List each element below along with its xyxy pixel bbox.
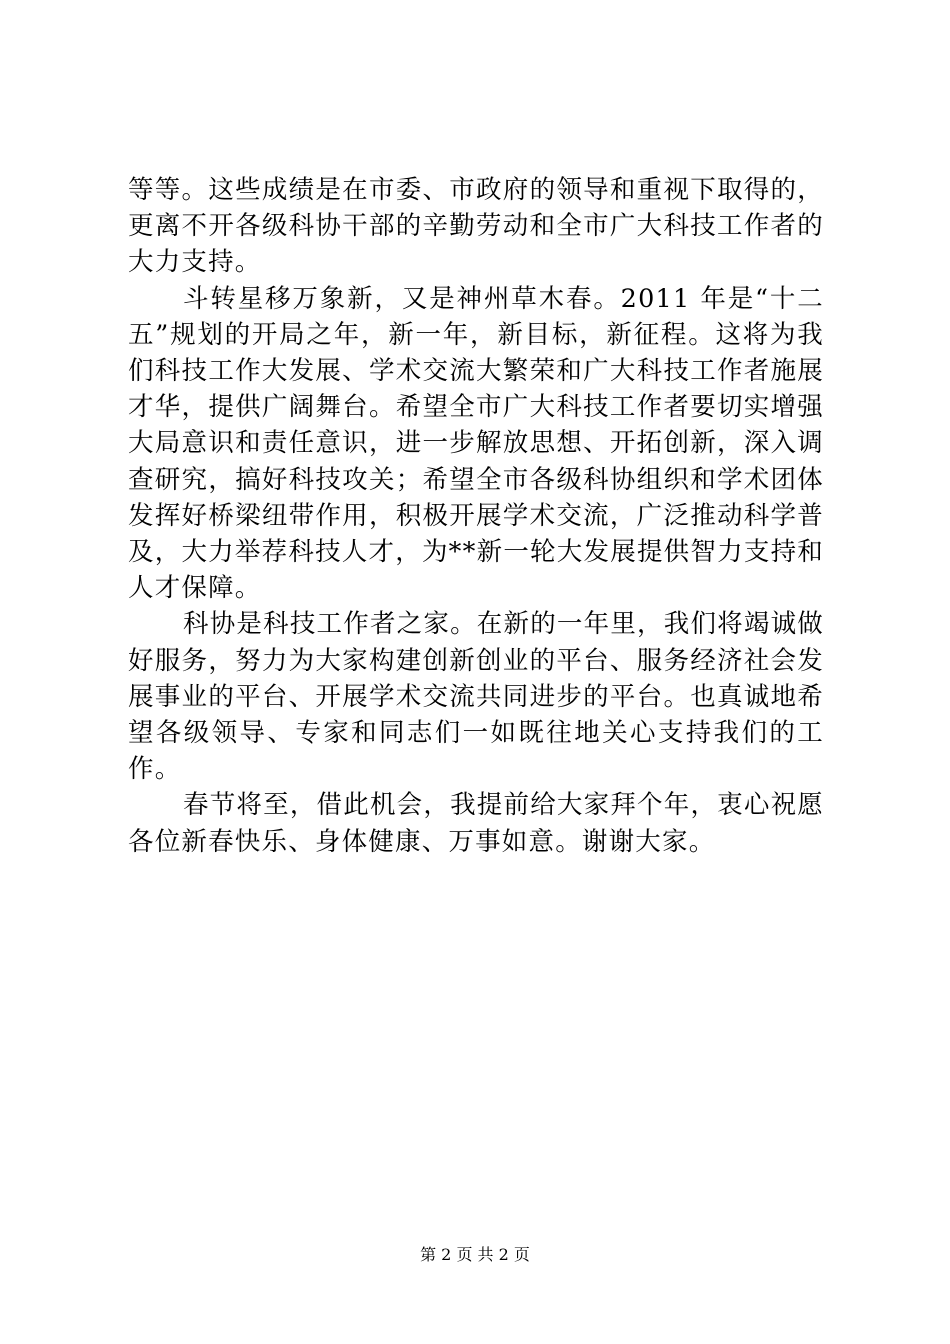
document-body bbox=[128, 172, 824, 860]
paragraph-association-home: 科协是科技工作者之家。在新的一年里，我们将竭诚做好服务，努力为大家构建创新创业的平台、服务经济社会发展事业的平台、开展学术交流共同进步的平台。也真诚地希望各级领导、专家和同志们一如既往地关心支持我们的工作。 bbox=[128, 609, 824, 785]
paragraph-spring-festival-wishes: 春节将至，借此机会，我提前给大家拜个年，衷心祝愿各位新春快乐、身体健康、万事如意。谢谢大家。 bbox=[128, 790, 824, 857]
page-number-footer: 第 2 页 共 2 页 bbox=[420, 1245, 530, 1264]
paragraph-new-year-outlook: 斗转星移万象新，又是神州草木春。2011 年是“十二五”规划的开局之年，新一年，新目标，新征程。这将为我们科技工作大发展、学术交流大繁荣和广大科技工作者施展才华，提供广阔舞台。希望全市广大科技工作者要切实增强大局意识和责任意识，进一步解放思想、开拓创新，深入调查研究，搞好科技攻关；希望全市各级科协组织和学术团体发挥好桥梁纽带作用，积极开展学术交流，广泛推动科学普及，大力举荐科技人才，为**新一轮大发展提供智力支持和人才保障。 bbox=[128, 283, 824, 604]
paragraph-continuation: 等等。这些成绩是在市委、市政府的领导和重视下取得的，更离不开各级科协干部的辛勤劳动和全市广大科技工作者的大力支持。 bbox=[128, 175, 824, 278]
